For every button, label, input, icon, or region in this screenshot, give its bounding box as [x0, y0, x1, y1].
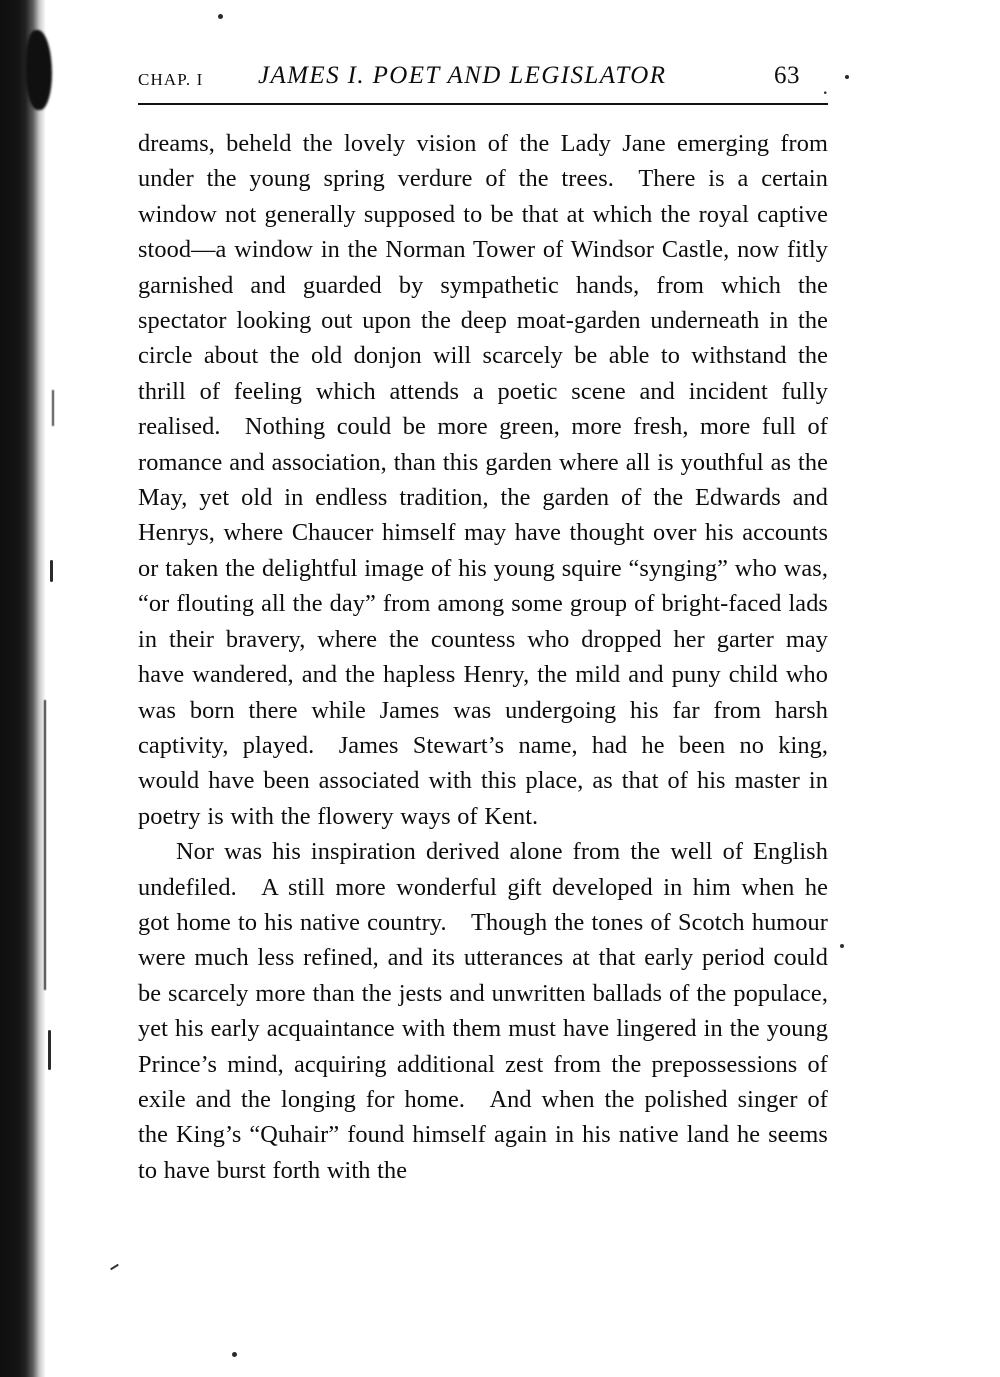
- page-title: JAMES I. POET AND LEGISLATOR: [258, 62, 667, 89]
- header-rule: [138, 103, 828, 105]
- page-speck-right-middle: [840, 944, 844, 948]
- margin-dot-icon: .: [822, 74, 828, 99]
- scan-speck-b: [48, 1030, 51, 1070]
- page-speck-right-top: [845, 75, 849, 79]
- page-speck-top: [218, 14, 223, 19]
- paragraph: dreams, beheld the lovely vision of the Lady Jane emerging from under the young spring verdure of the trees. There is a certain window not generally supposed to be that at which the royal captive stood—a window in the Norman Tower of Windsor Castle, now fitly garnished and guarded by sympathetic hands, from which the spectator looking out upon the deep moat-garden underneath in the circle about the old donjon will scarcely be able to withstand the thrill of feeling which attends a poetic scene and incident fully realised. Nothing could be more green, more fresh, more full of romance and association, than this garden where all is youthful as the May, yet old in endless tradition, the garden of the Edwards and Henrys, where Chaucer himself may have thought over his accounts or taken the delightful image of his young squire “synging” who was, “or flouting all the day” from among some group of bright-faced lads in their bravery, where the countess who dropped her garter may have wandered, and the hapless Henry, the mild and puny child who was born there while James was undergoing his far from harsh captivity, played. James Stewart’s name, had he been no king, would have been associated with this place, as that of his master in poetry is with the flowery ways of Kent.: [138, 130, 828, 830]
- page-speck-bottom: [232, 1352, 237, 1357]
- scan-streak-lower: [44, 700, 46, 990]
- chapter-label: CHAP. I: [138, 70, 204, 89]
- scan-blot: [26, 30, 52, 110]
- page-tick-left: [110, 1264, 119, 1270]
- scan-speck-a: [50, 560, 53, 582]
- scan-binding-edge: [0, 0, 46, 1377]
- paragraph: Nor was his inspiration derived alone from the well of English undefiled. A still more wonderful gift developed in him when he got home to his native country. Though the tones of Scotch humour were much less refined, and its utterances at that early period could be scarcely more than the jests and unwritten ballads of the populace, yet his early acquaintance with them must have lingered in the young Prince’s mind, acquiring additional zest from the prepossessions of exile and the longing for home. And when the polished singer of the King’s “Quhair” found himself again in his native land he seems to have burst forth with the: [138, 838, 828, 1184]
- body-text: [138, 126, 828, 1188]
- running-head: [138, 58, 828, 98]
- scan-streak-upper: [52, 390, 54, 426]
- page-number: 63: [774, 62, 800, 89]
